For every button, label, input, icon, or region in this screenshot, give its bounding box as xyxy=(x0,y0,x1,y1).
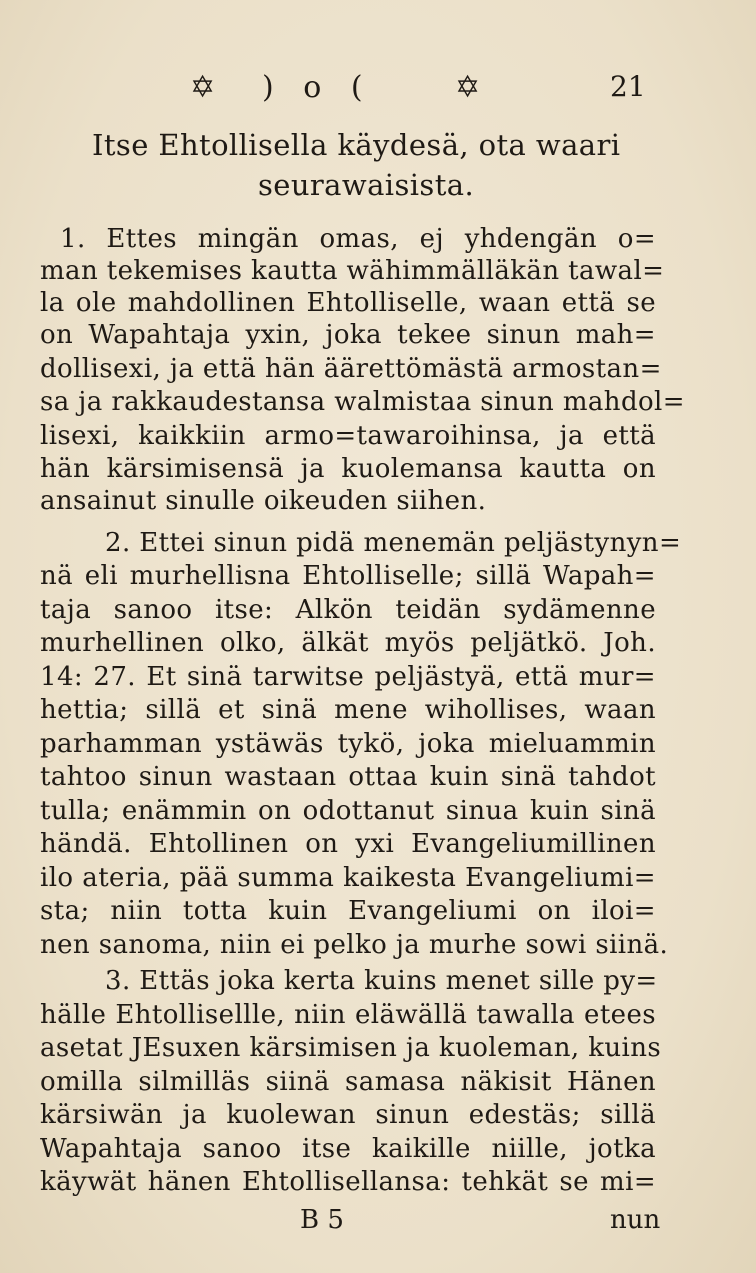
text-line: tulla; enämmin on odottanut sinua kuin sinä xyxy=(40,796,656,826)
header-ornament-right-icon: ✡ xyxy=(455,70,481,105)
title-line-1: Itse Ehtollisella käydesä, ota waari xyxy=(92,128,621,162)
text-line: man tekemises kautta wähimmälläkän tawal= xyxy=(40,256,665,286)
text-line: asetat JEsuxen kärsimisen ja kuoleman, kuins xyxy=(40,1033,662,1063)
text-line: nen sanoma, niin ei pelko ja murhe sowi siinä. xyxy=(40,930,669,960)
text-line: sta; niin totta kuin Evangeliumi on iloi= xyxy=(40,896,656,926)
text-line: Wapahtaja sanoo itse kaikille niille, jotka xyxy=(40,1134,656,1164)
title-line-2: seurawaisista. xyxy=(258,168,475,202)
text-line: dollisexi, ja että hän äärettömästä armostan= xyxy=(40,354,662,384)
page-number: 21 xyxy=(610,70,646,103)
text-line: 2. Ettei sinun pidä menemän peljästynyn= xyxy=(105,528,682,558)
text-line: nä eli murhellisna Ehtolliselle; sillä Wapah= xyxy=(40,561,656,591)
text-line: 1. Ettes mingän omas, ej yhdengän o= xyxy=(60,224,656,254)
text-line: hän kärsimisensä ja kuolemansa kautta on xyxy=(40,454,656,484)
header-ornament-left-icon: ✡ xyxy=(190,70,216,105)
text-line: händä. Ehtollinen on yxi Evangeliumillinen xyxy=(40,829,656,859)
signature-mark: B 5 xyxy=(300,1205,344,1235)
text-line: taja sanoo itse: Alkön teidän sydämenne xyxy=(40,595,656,625)
text-line: lisexi, kaikkiin armo=tawaroihinsa, ja että xyxy=(40,421,656,451)
text-line: murhellinen olko, älkät myös peljätkö. Joh. xyxy=(40,628,656,658)
text-line: sa ja rakkaudestansa walmistaa sinun mahdol= xyxy=(40,387,685,417)
text-line: tahtoo sinun wastaan ottaa kuin sinä tahdot xyxy=(40,762,656,792)
text-line: ansainut sinulle oikeuden siihen. xyxy=(40,486,487,516)
text-line: ilo ateria, pää summa kaikesta Evangeliumi= xyxy=(40,863,656,893)
catchword: nun xyxy=(610,1205,661,1235)
text-line: la ole mahdollinen Ehtolliselle, waan että se xyxy=(40,288,656,318)
text-line: 14: 27. Et sinä tarwitse peljästyä, että mur= xyxy=(40,662,656,692)
text-line: kärsiwän ja kuolewan sinun edestäs; sillä xyxy=(40,1100,656,1130)
text-line: käywät hänen Ehtollisellansa: tehkät se mi= xyxy=(40,1167,656,1197)
header-center-ornament: ) o ( xyxy=(262,70,373,105)
text-line: hälle Ehtollisellle, niin eläwällä tawalla etees xyxy=(40,1000,656,1030)
text-line: parhamman ystäwäs tykö, joka mieluammin xyxy=(40,729,656,759)
text-line: on Wapahtaja yxin, joka tekee sinun mah= xyxy=(40,320,656,350)
text-line: 3. Ettäs joka kerta kuins menet sille py= xyxy=(105,966,658,996)
text-line: omilla silmilläs siinä samasa näkisit Hänen xyxy=(40,1067,656,1097)
text-line: hettia; sillä et sinä mene wihollises, waan xyxy=(40,695,656,725)
